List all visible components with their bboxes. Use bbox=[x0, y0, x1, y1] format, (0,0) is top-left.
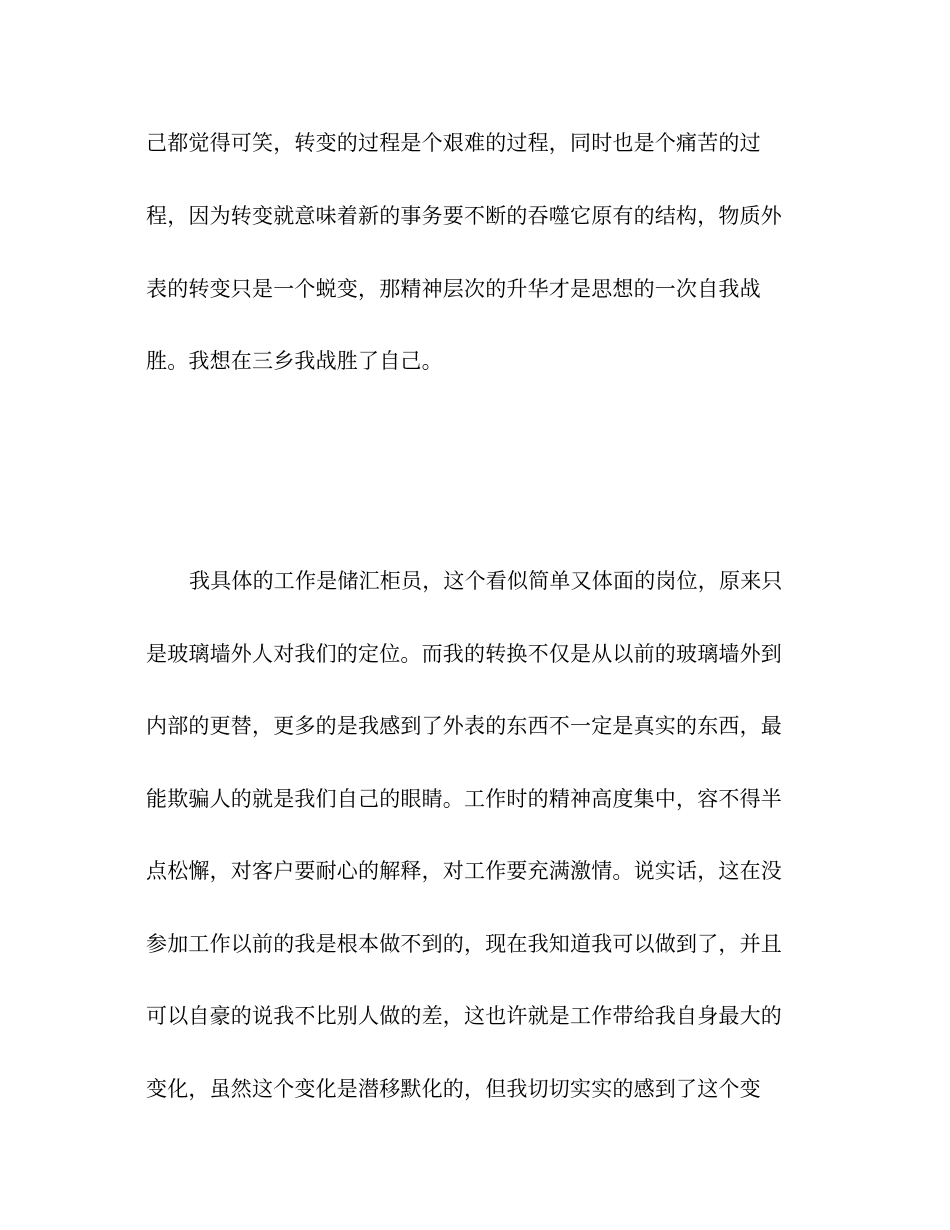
paragraph-line: 表的转变只是一个蜕变，那精神层次的升华才是思想的一次自我战 bbox=[146, 277, 761, 301]
paragraph-line: 程，因为转变就意味着新的事务要不断的吞噬它原有的结构，物质外 bbox=[146, 204, 782, 228]
paragraph-line: 胜。我想在三乡我战胜了自己。 bbox=[146, 349, 443, 373]
paragraph-line: 我具体的工作是储汇柜员，这个看似简单又体面的岗位，原来只 bbox=[189, 569, 783, 593]
paragraph-line: 能欺骗人的就是我们自己的眼睛。工作时的精神高度集中，容不得半 bbox=[146, 787, 782, 811]
paragraph-line: 可以自豪的说我不比别人做的差，这也许就是工作带给我自身最大的 bbox=[146, 1004, 782, 1028]
paragraph-line: 是玻璃墙外人对我们的定位。而我的转换不仅是从以前的玻璃墙外到 bbox=[146, 642, 782, 666]
paragraph-line: 内部的更替，更多的是我感到了外表的东西不一定是真实的东西，最 bbox=[146, 714, 782, 738]
paragraph-line: 点松懈，对客户要耐心的解释，对工作要充满激情。说实话，这在没 bbox=[146, 859, 782, 883]
paragraph-line: 己都觉得可笑，转变的过程是个艰难的过程，同时也是个痛苦的过 bbox=[146, 131, 761, 155]
paragraph-line: 变化，虽然这个变化是潜移默化的，但我切切实实的感到了这个变 bbox=[146, 1077, 761, 1101]
paragraph-line: 参加工作以前的我是根本做不到的，现在我知道我可以做到了，并且 bbox=[146, 932, 782, 956]
